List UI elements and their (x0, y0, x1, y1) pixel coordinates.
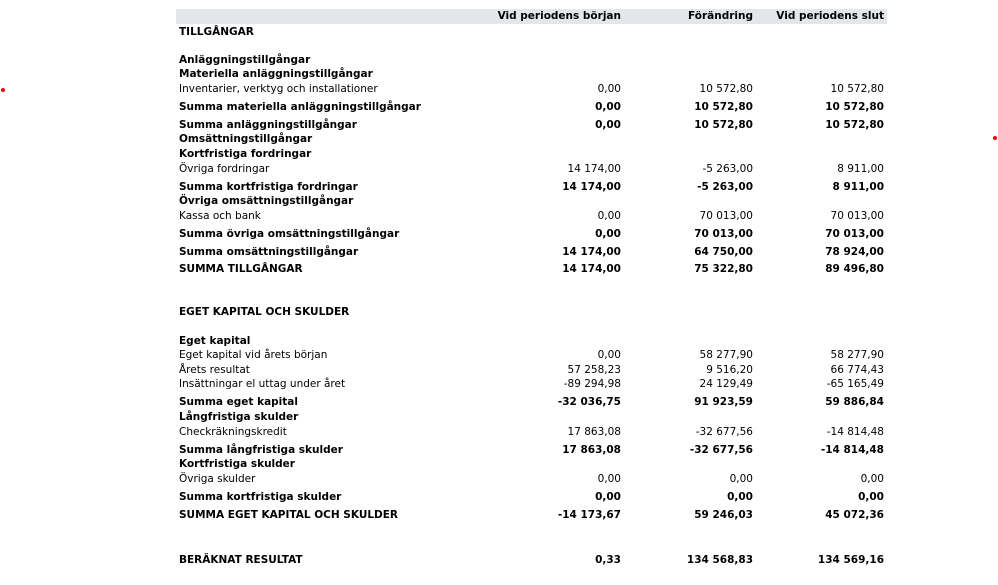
report-row (176, 67, 887, 81)
report-row (176, 118, 887, 132)
row-value-start: 0,00 (597, 473, 621, 485)
report-row (176, 305, 887, 319)
report-row (176, 425, 887, 439)
report-row (176, 508, 887, 522)
row-value-change: 58 277,90 (699, 349, 753, 361)
row-label: EGET KAPITAL OCH SKULDER (179, 306, 350, 318)
row-value-end: 134 569,16 (817, 554, 884, 566)
row-label: Summa kortfristiga fordringar (179, 181, 358, 193)
red-dot-marker-right (993, 136, 997, 140)
row-value-start: 14 174,00 (567, 163, 621, 175)
row-value-change: 91 923,59 (694, 396, 753, 408)
row-value-start: 0,33 (595, 554, 621, 566)
row-value-start: 0,00 (595, 119, 621, 131)
row-value-change: 10 572,80 (699, 83, 753, 95)
report-row (176, 209, 887, 223)
row-value-end: 10 572,80 (825, 119, 884, 131)
row-value-end: 89 496,80 (825, 263, 884, 275)
row-value-start: 17 863,08 (567, 426, 621, 438)
report-row (176, 147, 887, 161)
row-value-change: 10 572,80 (694, 101, 753, 113)
balance-report (176, 9, 887, 566)
row-value-end: 10 572,80 (825, 101, 884, 113)
column-header-start: Vid periodens början (497, 10, 621, 22)
row-value-end: 8 911,00 (837, 163, 884, 175)
report-row (176, 334, 887, 348)
row-label: Långfristiga skulder (179, 411, 299, 423)
row-label: Övriga omsättningstillgångar (179, 195, 354, 207)
row-value-end: 45 072,36 (825, 509, 884, 521)
row-value-start: -14 173,67 (557, 509, 621, 521)
row-label: Övriga skulder (179, 473, 256, 485)
row-label: Summa materiella anläggningstillgångar (179, 101, 421, 113)
row-value-end: 66 774,43 (830, 364, 884, 376)
report-row (176, 82, 887, 96)
row-value-change: 75 322,80 (694, 263, 753, 275)
row-label: Omsättningstillgångar (179, 133, 313, 145)
report-row (176, 262, 887, 276)
report-row (176, 100, 887, 114)
report-row (176, 443, 887, 457)
row-label: SUMMA EGET KAPITAL OCH SKULDER (179, 509, 399, 521)
report-row (176, 472, 887, 486)
report-row (176, 132, 887, 146)
row-value-end: 70 013,00 (830, 210, 884, 222)
row-value-start: 0,00 (597, 83, 621, 95)
report-row (176, 410, 887, 424)
row-label: Summa eget kapital (179, 396, 298, 408)
row-value-start: 14 174,00 (562, 246, 621, 258)
row-value-change: 10 572,80 (694, 119, 753, 131)
row-label: Kortfristiga fordringar (179, 148, 312, 160)
row-value-end: 59 886,84 (825, 396, 884, 408)
row-value-end: 78 924,00 (825, 246, 884, 258)
report-row (176, 363, 887, 377)
row-value-change: 9 516,20 (706, 364, 753, 376)
row-value-start: -32 036,75 (557, 396, 621, 408)
row-label: TILLGÅNGAR (179, 26, 254, 38)
row-value-change: -32 677,56 (695, 426, 753, 438)
row-value-change: 70 013,00 (699, 210, 753, 222)
row-label: Summa långfristiga skulder (179, 444, 343, 456)
row-value-start: 14 174,00 (562, 181, 621, 193)
row-label: BERÄKNAT RESULTAT (179, 554, 303, 566)
row-value-change: 70 013,00 (694, 228, 753, 240)
report-row (176, 180, 887, 194)
row-value-end: 8 911,00 (832, 181, 884, 193)
row-label: Eget kapital (179, 335, 251, 347)
column-header-bar (176, 9, 887, 24)
row-value-start: 0,00 (597, 349, 621, 361)
row-value-start: 0,00 (595, 101, 621, 113)
row-value-end: 0,00 (860, 473, 884, 485)
row-label: Summa kortfristiga skulder (179, 491, 342, 503)
report-row (176, 348, 887, 362)
report-row (176, 245, 887, 259)
row-label: Kortfristiga skulder (179, 458, 295, 470)
row-value-start: 0,00 (595, 228, 621, 240)
row-label: Summa övriga omsättningstillgångar (179, 228, 400, 240)
row-value-change: 59 246,03 (694, 509, 753, 521)
row-label: Materiella anläggningstillgångar (179, 68, 373, 80)
row-value-end: -14 814,48 (826, 426, 884, 438)
row-label: Checkräkningskredit (179, 426, 287, 438)
report-row (176, 395, 887, 409)
row-value-start: 57 258,23 (567, 364, 621, 376)
row-value-start: 17 863,08 (562, 444, 621, 456)
row-value-change: 64 750,00 (694, 246, 753, 258)
row-value-change: -5 263,00 (697, 181, 753, 193)
report-row (176, 377, 887, 391)
row-label: Inventarier, verktyg och installationer (179, 83, 378, 95)
report-row (176, 490, 887, 504)
row-value-change: -32 677,56 (689, 444, 753, 456)
row-label: Anläggningstillgångar (179, 54, 311, 66)
report-row (176, 53, 887, 67)
column-header-change: Förändring (688, 10, 753, 22)
report-row (176, 457, 887, 471)
row-value-end: -65 165,49 (826, 378, 884, 390)
row-label: Summa anläggningstillgångar (179, 119, 357, 131)
row-value-end: 10 572,80 (830, 83, 884, 95)
row-value-end: -14 814,48 (820, 444, 884, 456)
red-dot-marker-left (1, 88, 5, 92)
row-label: Övriga fordringar (179, 163, 270, 175)
report-row (176, 227, 887, 241)
report-row (176, 194, 887, 208)
row-value-start: 0,00 (597, 210, 621, 222)
row-label: Summa omsättningstillgångar (179, 246, 359, 258)
row-value-start: -89 294,98 (563, 378, 621, 390)
report-row (176, 162, 887, 176)
report-row (176, 25, 887, 39)
row-value-start: 14 174,00 (562, 263, 621, 275)
row-value-change: 134 568,83 (686, 554, 753, 566)
row-value-end: 58 277,90 (830, 349, 884, 361)
row-value-end: 70 013,00 (825, 228, 884, 240)
row-value-start: 0,00 (595, 491, 621, 503)
row-value-change: 0,00 (729, 473, 753, 485)
row-label: Eget kapital vid årets början (179, 349, 328, 361)
column-header-end: Vid periodens slut (776, 10, 884, 22)
row-label: Kassa och bank (179, 210, 261, 222)
row-value-change: 24 129,49 (699, 378, 753, 390)
row-label: Insättningar el uttag under året (179, 378, 346, 390)
row-label: Årets resultat (179, 364, 250, 376)
row-value-end: 0,00 (858, 491, 884, 503)
report-row (176, 553, 887, 567)
row-value-change: 0,00 (727, 491, 753, 503)
row-value-change: -5 263,00 (702, 163, 753, 175)
row-label: SUMMA TILLGÅNGAR (179, 263, 303, 275)
